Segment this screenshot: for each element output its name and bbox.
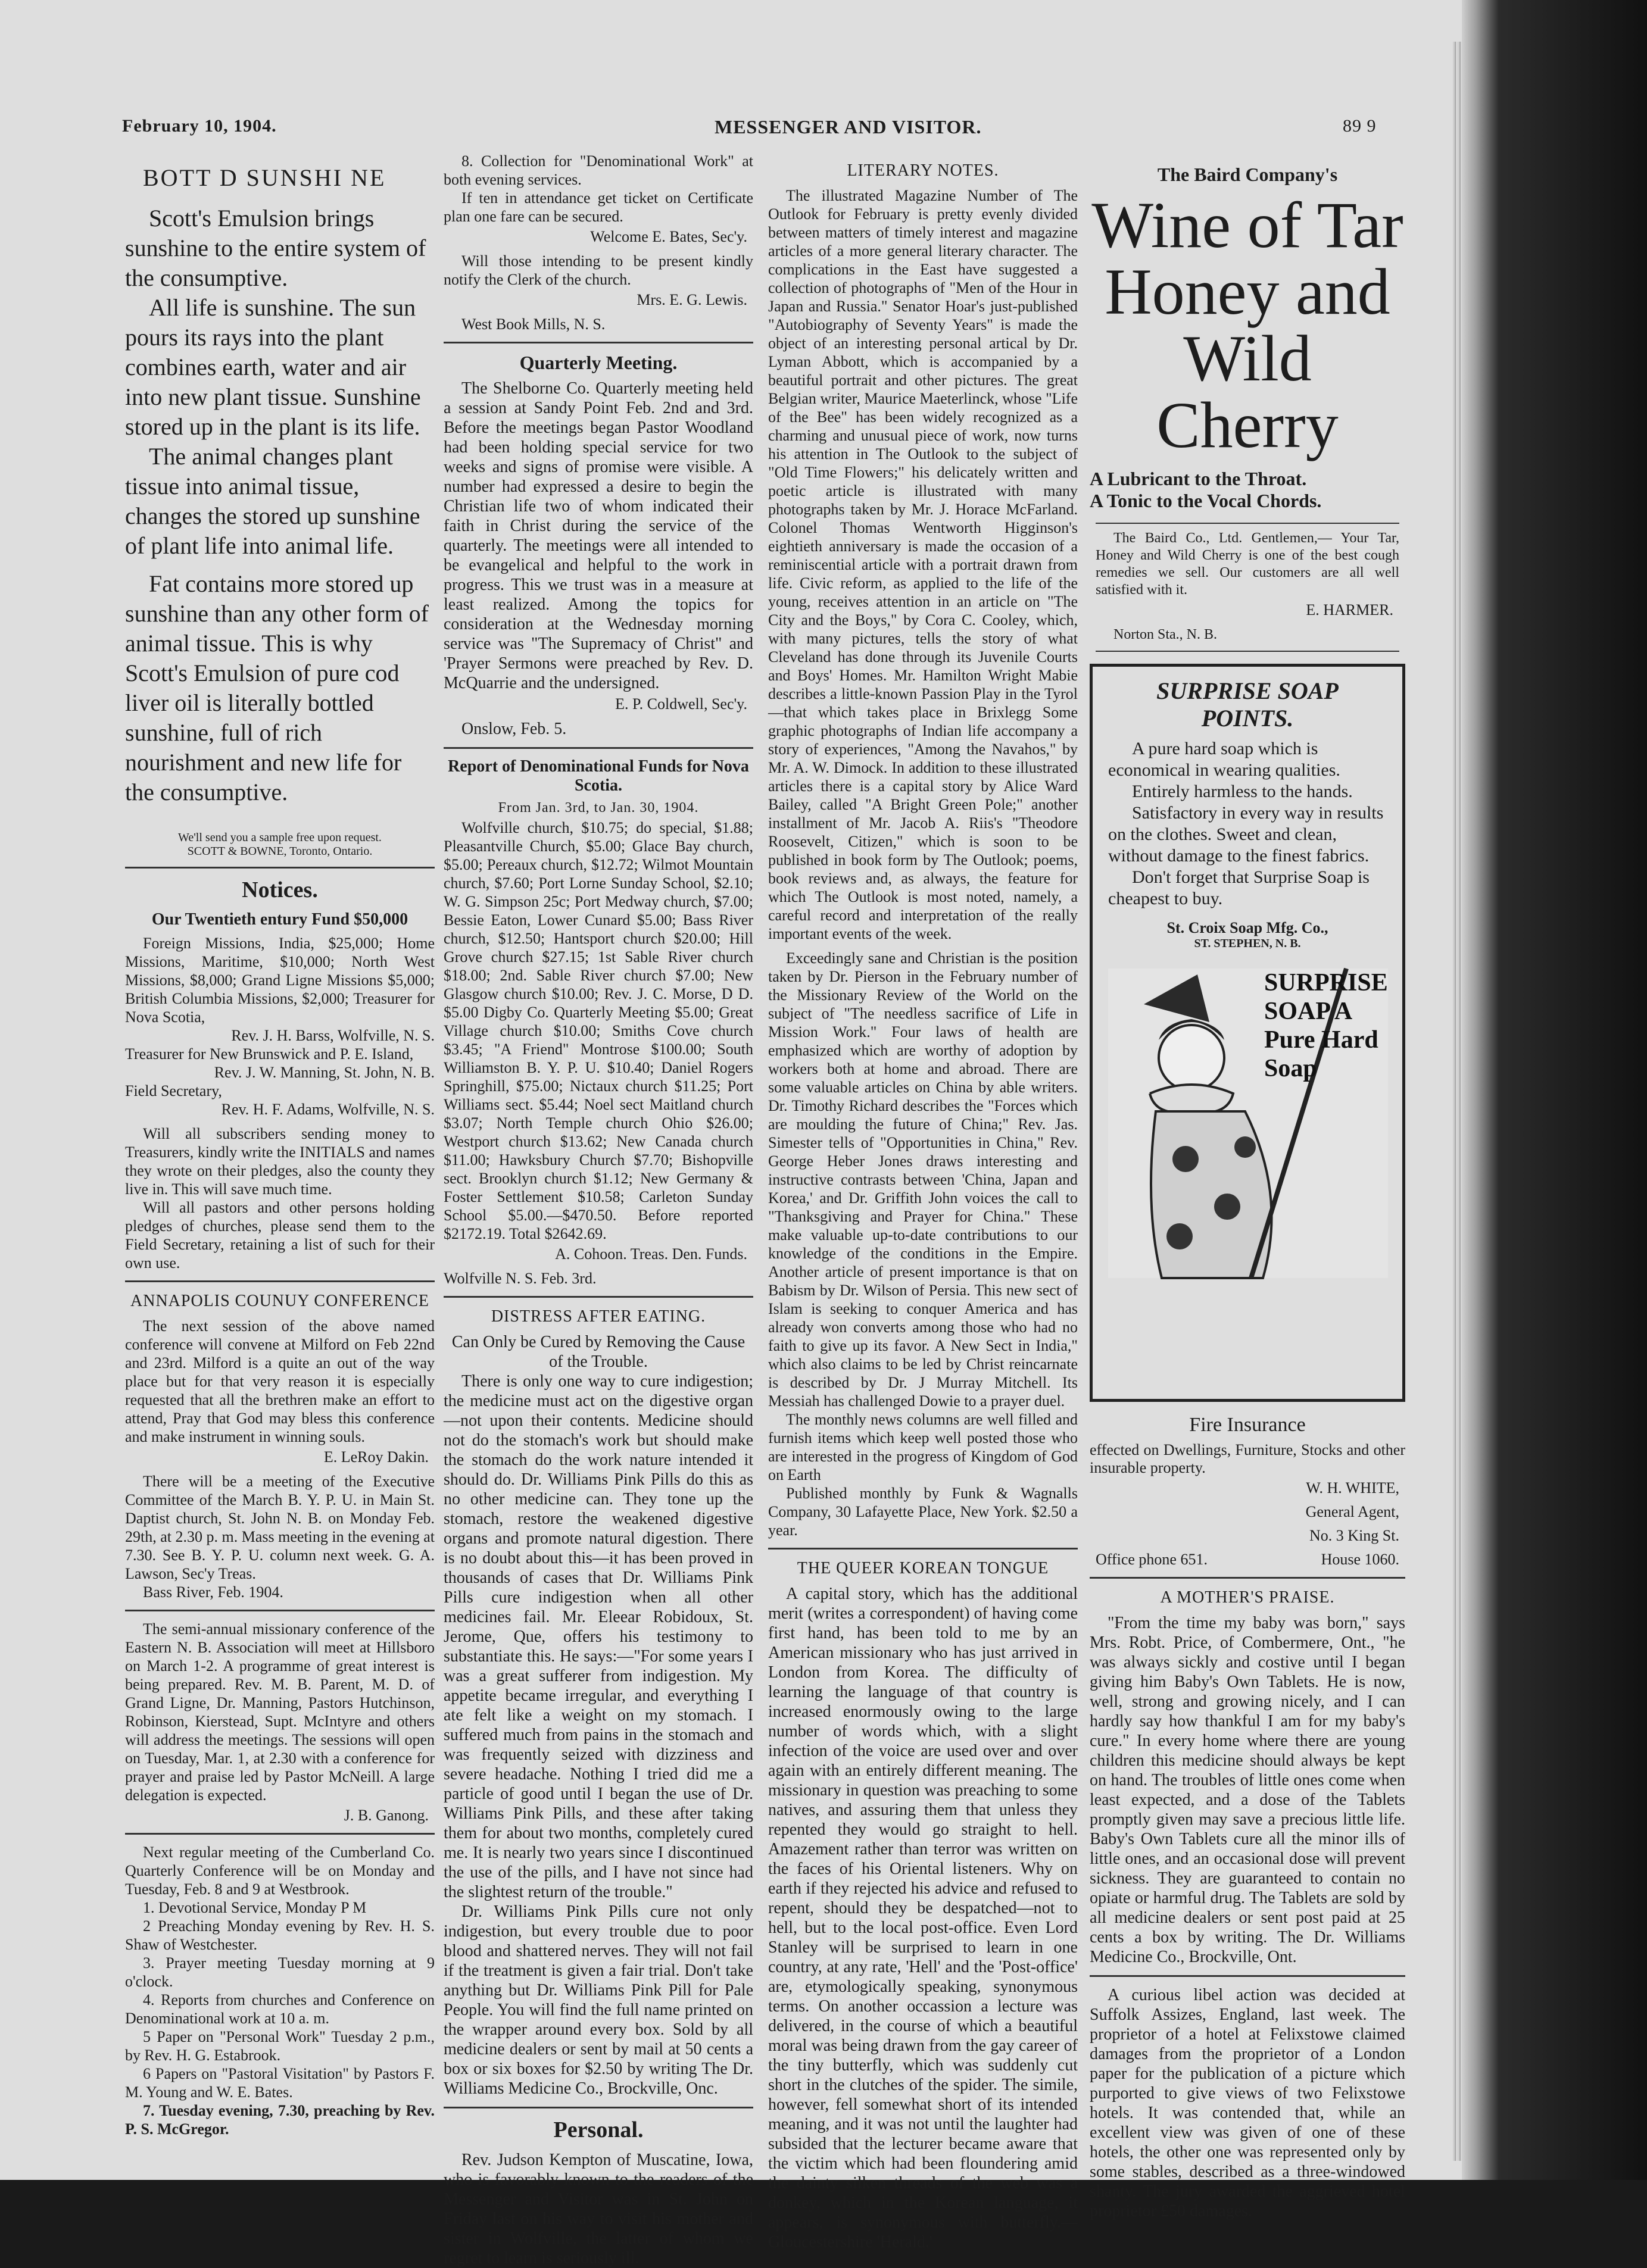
office-phone: Office phone 651. [1096,1551,1208,1568]
personal-text: Rev. Judson Kempton of Muscatine, Iowa, who is favorably known to the readers of the Messenger and Visitor was in St. John on Friday last on his way to visit his mother and sister in Wolfville, the latter of whom we regret to learn is seriously ill. [444,2151,753,2267]
annapolis-heading: ANNAPOLIS COUNUY CONFERENCE [130,1292,429,1310]
soap-point: Don't forget that Surprise Soap is cheapest to buy. [1108,867,1370,908]
divider [125,1280,435,1282]
distress-text: There is only one way to cure indigestion; the medicine must act on the digestive organ—not upon their contents. Medicine should not do the stomach's work but should make the stomach do the work nature intended it should do. Dr. Williams Pink Pills do this as no other medicine can. They tone up the stomach, restore the weakened digestive organs and promote natural digestion. There is no doubt about this—it has been proved in thousands of cases that Dr. Williams Pink Pills cure indigestion when all other medicines fail. Mr. Eleear Robidoux, St. Jerome, Que, offers his testimony to substantiate this. He says:—"For some years I was a great sufferer from indigestion. My appetite became irregular, and everything I ate felt like a weight on my stomach. I suffered much from pains in the stomach and was frequently seized with dizziness and severe headache. Nothing I tried did me a particle of good until I began the use of Dr. Williams Pink Pills, and these after taking them for about two months, completely cured me. It is nearly two years since I discontinued the use of the pills, and I have not since had the slightest return of the trouble." [444,1372,753,1901]
korean-text: A capital story, which has the additional merit (writes a correspondent) of having come first hand, has been told to me by an American missionary who has just arrived in London from Korea. The difficulty of learning the language of that country is increased enormously owing to the large number of words which, with a slight infection of the voice are used over and over again with an entirely different meaning. The missionary in question was preaching to some natives, and assuring them that unless they repented they would go straight to hell. Amazement rather than terror was written on the faces of his Oriental listeners. Why on earth if they rejected his advice and refused to repent, should they be despatched—not to hell, but to the local post-office. Even Lord Stanley will be surprised to learn in one country, at any rate, 'Hell' and the 'Post-office' are, etymologically speaking, synonymous terms. On another occassion a lecture was delivered, in the course of which a beautiful moral was being drawn from the gay career of the tiny butterfly, which was suddenly cut short in the clutches of the spider. The simile, however, fell somewhat short of its intended meaning, and it was not until the laughter had subsided that the lecturer became aware that the victim which had been floundering amid the dainty silken threads of the web was a donkey, which in the Korean language, it appears, is synonymous with butterfly.—Gloucestershire 'Herald.' [768,1585,1078,2251]
column-4 [1090,152,1405,2220]
ad-paragraph: Fat contains more stored up sunshine than any other form of animal tissue. This is why Scott's Emulsion of pure cod liver oil is literally bottled sunshine, full of rich nourishment and new life for the consumptive. [125,570,429,805]
list-item: 3. Prayer meeting Tuesday morning at 9 o'clock. [125,1954,435,1990]
agent-role: General Agent, [1305,1503,1399,1520]
agent-address: No. 3 King St. [1309,1527,1399,1544]
mother-text: "From the time my baby was born," says Mrs. Robt. Price, of Combermere, Ont., "he was always sickly and costive until I began giving him Baby's Own Tablets. He is now, well, strong and growing nicely, and I can hardly say how thankful I am for my baby's cure." In every home where there are young children this medicine should always be kept on hand. The troubles of little ones come when least expected, and a dose of the Tablets promptly given may save a precious little life. Baby's Own Tablets cure all the minor ills of little ones, and an occasional dose will prevent sickness. They are guaranteed to contain no opiate or harmful drug. The Tablets are sold by all medicine dealers or sent post paid at 25 cents a box by writing. The Dr. Williams Medicine Co., Brockville, Ont. [1090,1614,1405,1966]
divider [125,1610,435,1611]
soap-logo: SURPRISE SOAP A Pure Hard Soap [1264,969,1388,1082]
libel-text: A curious libel action was decided at Suffolk Assizes, England, last week. The proprietor of a hotel at Felixstowe claimed damages from the proprietor of a London paper for the publication of a picture which purported to give views of two Felixstowe hotels. It was contended that, while an excellent view was given of one of these hotels, the other one was represented only by some stables, described as a three-windowed shanty. The jury awarded the aggrieved hotel proprietor £50 damages. [1090,1986,1405,2220]
scotts-emulsion-ad [125,164,435,858]
ad-paragraph: All life is sunshine. The sun pours its rays into the plant combines earth, water and air into new plant tissue. Sunshine stored up in the plant is its life. [125,294,421,440]
soap-city: ST. STEPHEN, N. B. [1194,937,1301,950]
place: Onslow, Feb. 5. [461,720,567,738]
literary-text: Exceedingly sane and Christian is the position taken by Dr. Pierson in the February number of the Missionary Review of the World on the subject of "The needless sacrifice of Life in Mission Work." Four laws of health are emphasized which are worthy of adoption by workers both at home and abroad. There are some valuable articles on China by able writers. Dr. Timothy Richard describes the "Forces which are moulding the future of China;" Rev. Jas. Simester tells of "Opportunities in China," Rev. George Heber Jones draws interesting and instructive contrasts between 'China, Japan and Korea,' and Dr. Griffith John voices the call to "Thanksgiving and Prayer for China." These make valuable up-to-date contributions to our knowledge of the conditions in the Empire. Another article of present importance is that on Babism by Dr. Wilson of Persia. This new sect of Islam is seeking to conquer America and has already won converts among those who had no faith to give up its favor. A New Sect in India," which also claims to be led by Christ reincarnate is described by Dr. J Murray Mitchell. Its Messiah has challenged Dowie to a prayer duel. [768,949,1078,1410]
report-text: Wolfville church, $10.75; do special, $1.88; Pleasantville Church, $5.00; Glace Bay church, $5.00; Pereaux church, $12.72; Wilmot Mountain church, $7.60; Port Lorne Sunday School, $2.10; W. G. Simpson 25c; Port Medway church, $7.00; Bessie Eaton, Lower Cunard $5.00; Bass River church, $12.50; Hantsport church $20.00; Hill Grove church $27.15; 1st Sable River church $18.00; 2nd. Sable River church $7.00; New Glasgow church $10.00; Rev. J. C. Morse, D D. $5.00 Digby Co. Quarterly Meeting $5.00; Great Village church $10.00; Smiths Cove church $3.45; "A Friend" Montrose $100.00; South Williamston B. Y. P. U. $10.40; Daniel Rogers Springhill, $75.00; Nictaux church $11.25; Port Williams sect. $5.44; Noel sect Maitland church $3.07; North Temple church Ohio $26.00; Westport church $13.62; New Canada church $11.00; Hawksbury Church $7.70; Bishopville sect. Brooklyn church $1.12; New Germany & Foster Settlement $10.58; Carleton Sunday School $5.00.—$470.50. Before reported $2172.19. Total $2642.69. [444,819,753,1242]
text: If ten in attendance get ticket on Certificate plan one fare can be secured. [444,189,753,225]
issue-date: February 10, 1904. [122,116,277,136]
fund-text: Rev. J. H. Barss, Wolfville, N. S. [231,1027,435,1044]
fund-text: Foreign Missions, India, $25,000; Home Missions, Maritime, $10,000; North West Missions, $8,000; Grand Ligne Missions $5,000; British Columbia Missions, $2,000; Treasurer for Nova Scotia, [125,935,435,1026]
divider [125,1833,435,1835]
list-item: 4. Reports from churches and Conference on Denominational work at 10 a. m. [125,1991,435,2027]
signature: Mrs. E. G. Lewis. [637,291,747,308]
column-3 [768,152,1078,2251]
korean-heading: THE QUEER KOREAN TONGUE [797,1559,1049,1577]
soap-illustration [1108,969,1387,1278]
soap-point: Satisfactory in every way in results on the clothes. Sweet and clean, without damage to the finest fabrics. [1108,803,1384,866]
text: 8. Collection for "Denominational Work" at both evening services. [444,152,753,188]
wine-title: Wine of Tar Honey and Wild Cherry [1091,189,1403,461]
literary-text: Published monthly by Funk & Wagnalls Company, 30 Lafayette Place, New York. $2.50 a year. [768,1485,1078,1539]
list-item: 7. Tuesday evening, 7.30, preaching by Rev. P. S. McGregor. [125,2102,435,2138]
fire-heading: Fire Insurance [1189,1414,1306,1436]
place: Wolfville N. S. Feb. 3rd. [444,1270,597,1287]
list-item: 1. Devotional Service, Monday P M [143,1899,367,1916]
list-item: 5 Paper on "Personal Work" Tuesday 2 p.m., by Rev. H. G. Estabrook. [125,2028,435,2064]
personal-heading: Personal. [553,2117,644,2142]
executive-text: There will be a meeting of the Executive Committee of the March B. Y. P. U. in Main St. Daptist church, St. John N. B. on Monday Feb. 29th, at 2.30 p. m. Mass meeting in the evening at 7.30. See B. Y. P. U. column next week. G. A. Lawson, Sec'y Treas. [125,1473,435,1582]
fire-text: effected on Dwellings, Furniture, Stocks and other insurable property. [1090,1441,1405,1476]
divider [444,747,753,749]
signature: W. H. WHITE, [1306,1479,1399,1497]
wine-subtitle: A Lubricant to the Throat. [1090,468,1307,489]
page-number: 89 9 [1343,116,1377,136]
executive-place: Bass River, Feb. 1904. [143,1583,283,1601]
wine-of-tar-ad [1090,164,1405,652]
divider [444,2107,753,2108]
quarterly-text: The Shelborne Co. Quarterly meeting held a session at Sandy Point Feb. 2nd and 3rd. Before the meetings began Pastor Woodland had been holding special service for two weeks and signs of promise were visible. A number had expressed a desire to begin the Christian life two of whom indicated their faith in Christ during the service of the quarterly. The meetings were all intended to be evangelical and helpful to the work in progress. This we trust was in a measure at least realized. Among the topics for consideration at the Wednesday morning service was "The Supremacy of Christ" and 'Prayer Sermons were preached by Rev. D. McQuarrie and the undersigned. [444,379,753,692]
ad-footer: We'll send you a sample free upon request. [178,831,382,844]
divider [444,1296,753,1298]
list-item: 2 Preaching Monday evening by Rev. H. S. Shaw of Westchester. [125,1917,435,1953]
distress-text: Dr. Williams Pink Pills cure not only indigestion, but every trouble due to poor blood and shattered nerves. They will not fail if the treatment is given a fair trial. Don't take anything but Dr. Williams Pink Pill for Pale People. You will find the full name printed on the wrapper around every box. Sold by all medicine dealers or sent by mail at 50 cents a box or six boxes for $2.50 by writing The Dr. Williams Medicine Co., Brockville, Onc. [444,1903,753,2098]
house-phone: House 1060. [1321,1551,1399,1568]
semi-annual-text: The semi-annual missionary conference of the Eastern N. B. Association will meet at Hillsboro on March 1-2. A programme of great interest is being prepared. Rev. M. B. Parent, M. D. of Grand Ligne, Dr. Manning, Pastors Hutchinson, Robinson, Kierstead, Supt. McIntyre and others will address the meetings. The sessions will open on Tuesday, Mar. 1, at 2.30 with a conference for prayer and praise led by Pastor McNeill. A large delegation is expected. [125,1620,435,1804]
report-heading: Report of Denominational Funds for Nova Scotia. [448,757,749,795]
wine-subtitle: A Tonic to the Vocal Chords. [1090,490,1322,511]
ad-paragraph: The animal changes plant tissue into animal tissue, changes the stored up sunshine of plant life into animal life. [125,443,420,559]
wine-testimonial: The Baird Co., Ltd. Gentlemen,— Your Tar, Honey and Wild Cherry is one of the best cough remedies we sell. Our customers are all well satisfied with it. [1096,530,1399,598]
baird-company: The Baird Company's [1157,164,1338,185]
divider [768,1548,1078,1550]
literary-text: The monthly news columns are well filled and furnish items which keep well posted those who are interested in the progress of Kingdom of God on Earth [768,1411,1078,1483]
ad-title: BOTT D SUNSHI NE [143,164,386,191]
annapolis-text: The next session of the above named conference will convene at Milford on Feb 22nd and 23rd. Milford is a quite an out of the way place but for that very reason it is especially requested that all the brethren make an effort to attend, Pray that God may bless this conference and make instrument in winning souls. [125,1317,435,1445]
text: Will those intending to be present kindly notify the Clerk of the church. [444,252,753,288]
soap-heading: SURPRISE SOAP POINTS. [1156,677,1339,732]
fund-text: Rev. J. W. Manning, St. John, N. B. [214,1064,435,1081]
distress-subheading: Can Only be Cured by Removing the Cause of the Trouble. [451,1333,745,1371]
fund-heading: Our Twentieth entury Fund $50,000 [151,910,408,929]
report-subheading: From Jan. 3rd, to Jan. 30, 1904. [498,800,699,816]
notices-heading: Notices. [242,877,318,902]
list-item: 6 Papers on "Pastoral Visitation" by Pastors F. M. Young and W. E. Bates. [125,2065,435,2101]
fund-text: Field Secretary, [125,1082,222,1099]
ad-paragraph: Scott's Emulsion brings sunshine to the entire system of the consumptive. [125,205,426,291]
divider [1090,1975,1405,1977]
fund-text: Will all subscribers sending money to Treasurers, kindly write the INITIALS and names they wrote on their pledges, also the county they live in. This will save much time. [125,1125,435,1198]
divider [444,342,753,343]
literary-text: The illustrated Magazine Number of The Outlook for February is pretty evenly divided between matters of timely interest and magazine articles of a more general literary character. The complications in the East have suggested a collection of photographs of "Men of the Hour in Japan and Russia." Senator Hoar's just-published "Autobiography of Seventy Years" is made the object of an interesting personal artical by Dr. Lyman Abbott, which is accompanied by a beautiful portrait and other pictures. The great Belgian writer, Maurice Maeterlinck, whose "Life of the Bee" has been widely recognized as a charming and unusual piece of work, now turns his attention in The Outlook to the subject of "Old Time Flowers;" his delicately written and poetic article is illustrated with many photographs taken by Mr. J. Horace McFarland. Colonel Thomas Wentworth Higginson's eightieth anniversary is made the occasion of a reminiscential article with a portrait drawn from life. Civic reform, as applied to the life of the young, receives attention in an article on "The City and the Boys," by Cora C. Cooley, which, with many pictures, tells the story of what Cleveland has done through its Juvenile Courts and Boys' Homes. Mr. Hamilton Wright Mabie describes a little-known Passion Play in the Tyrol—that which takes place in Brixlegg Some graphic photographs of Indian life accompany a story of experiences, "Among the Navahos," by Mr. A. W. Dimock. In addition to these illustrated articles there is a capital story by Alice Ward Bailey, called "A Bright Green Pole;" another installment of Mr. Jacob A. Riis's "Theodore Roosevelt, Citizen," which is soon to be published in book form by The Outlook; poems, book reviews and, as always, the feature for which The Outlook is most noted, namely, a careful record and interpretation of the really important events of the week. [768,187,1078,942]
signature: E. LeRoy Dakin. [323,1448,429,1466]
divider [1090,1577,1405,1579]
literary-heading: LITERARY NOTES. [847,161,999,180]
signature: E. HARMER. [1306,601,1393,618]
fund-text: Will all pastors and other persons holding pledges of churches, please send them to the Field Secretary, retaining a list of such for their own use. [125,1199,435,1272]
signature: A. Cohoon. Treas. Den. Funds. [555,1245,747,1263]
mother-heading: A MOTHER'S PRAISE. [1160,1588,1335,1607]
soap-point: A pure hard soap which is economical in wearing qualities. [1108,739,1340,780]
quarterly-heading: Quarterly Meeting. [519,352,678,373]
place: Norton Sta., N. B. [1113,627,1217,642]
distress-heading: DISTRESS AFTER EATING. [491,1307,706,1326]
surprise-soap-ad [1090,664,1405,1402]
column-2 [444,152,753,2267]
soap-company: St. Croix Soap Mfg. Co., [1166,919,1328,936]
fund-text: Treasurer for New Brunswick and P. E. Island, [125,1045,414,1063]
place: West Book Mills, N. S. [461,315,606,333]
divider [125,867,435,869]
ad-footer: SCOTT & BOWNE, Toronto, Ontario. [187,845,373,858]
soap-point: Entirely harmless to the hands. [1132,782,1353,801]
fund-text: Rev. H. F. Adams, Wolfville, N. S. [221,1101,435,1118]
signature: Welcome E. Bates, Sec'y. [590,228,747,245]
signature: J. B. Ganong. [344,1807,429,1824]
column-1 [125,152,435,2164]
signature: E. P. Coldwell, Sec'y. [615,695,747,713]
scan-background-edge [1462,0,1647,2180]
cumberland-text: Next regular meeting of the Cumberland Co. Quarterly Conference will be on Monday and Tuesday, Feb. 8 and 9 at Westbrook. [125,1844,435,1898]
masthead: MESSENGER AND VISITOR. [715,116,982,138]
